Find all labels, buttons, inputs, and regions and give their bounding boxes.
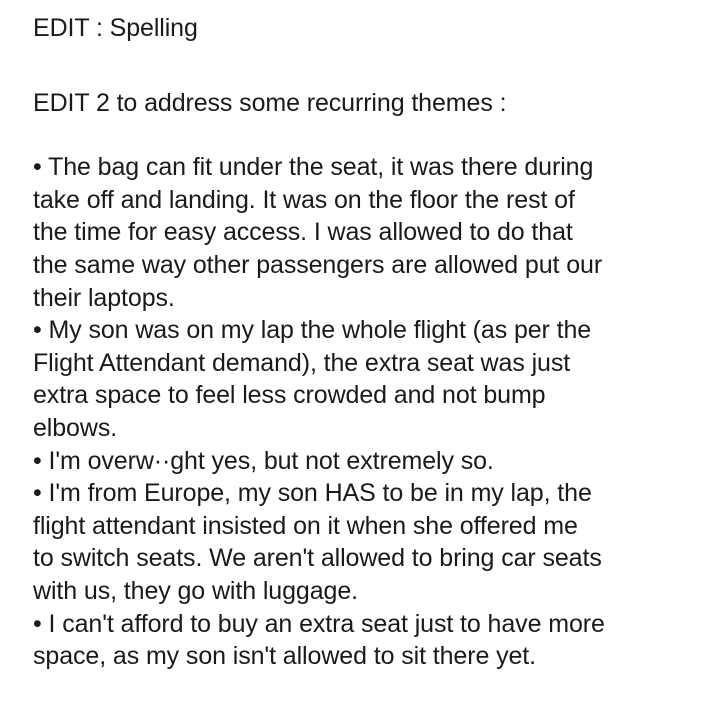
text-line: their laptops. <box>33 283 175 312</box>
text-line: • I'm overw··ght yes, but not extremely so. <box>33 446 494 475</box>
text-line: the same way other passengers are allowed put our <box>33 250 603 279</box>
text-line: Flight Attendant demand), the extra seat was just <box>33 348 571 377</box>
bullet-point-extra-seat <box>33 608 708 673</box>
text-line: • My son was on my lap the whole flight (as per the <box>33 316 592 345</box>
text-line: space, as my son isn't allowed to sit there yet. <box>33 642 536 671</box>
text-line: take off and landing. It was on the floor the rest of <box>33 185 575 214</box>
bullet-point-lap <box>33 314 708 444</box>
bullet-point-europe <box>33 477 708 607</box>
text-line: flight attendant insisted on it when she offered me <box>33 511 578 540</box>
post-text-body <box>33 12 708 673</box>
text-line: • I'm from Europe, my son HAS to be in my lap, the <box>33 479 592 508</box>
text-line: extra space to feel less crowded and not bump <box>33 381 546 410</box>
bullet-point-bag <box>33 151 708 314</box>
text-line: the time for easy access. I was allowed to do that <box>33 218 573 247</box>
bullet-point-weight <box>33 445 708 478</box>
text-line: elbows. <box>33 413 118 442</box>
text-line: • I can't afford to buy an extra seat just to have more <box>33 609 605 638</box>
text-line: to switch seats. We aren't allowed to bring car seats <box>33 544 602 573</box>
edit-spelling-note: EDIT : Spelling <box>33 14 198 42</box>
edit-2-heading: EDIT 2 to address some recurring themes : <box>33 88 507 117</box>
text-line: • The bag can fit under the seat, it was there during <box>33 153 594 182</box>
text-line: with us, they go with luggage. <box>33 576 358 605</box>
